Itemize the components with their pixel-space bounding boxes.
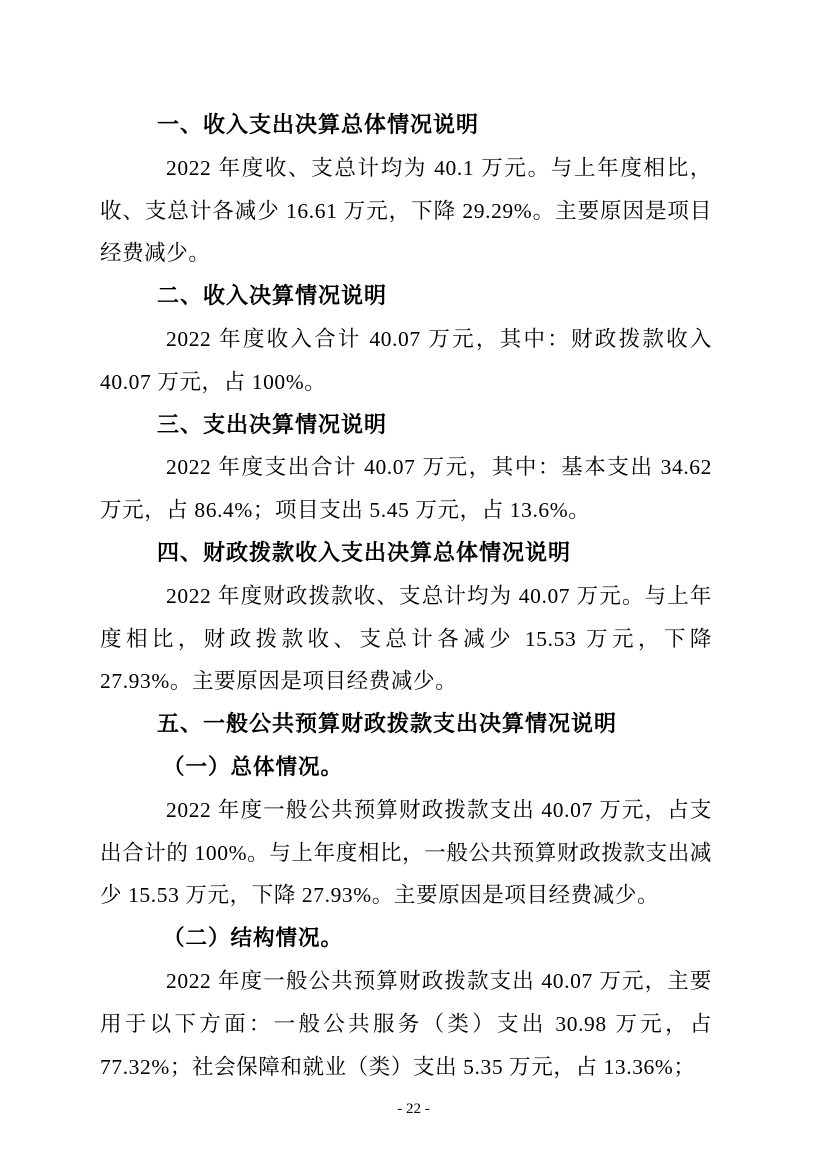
section-heading: 二、收入决算情况说明 (157, 283, 388, 309)
section-heading: 四、财政拨款收入支出决算总体情况说明 (157, 539, 572, 565)
page-number: - 22 - (397, 1101, 430, 1117)
sub-heading: （二）结构情况。 (163, 926, 344, 951)
section-heading: 一、收入支出决算总体情况说明 (157, 112, 480, 137)
sub-heading: （一）总体情况。 (163, 754, 344, 779)
paragraph: 2022 年度财政拨款收、支总计均为 40.07 万元。与上年度相比，财政拨款收、支总计各减少 15.53 万元，下降 27.93%。主要原因是项目经费减少。 (100, 583, 712, 694)
section-heading: 五、一般公共预算财政拨款支出决算情况说明 (157, 711, 618, 737)
paragraph: 2022 年度收入合计 40.07 万元，其中：财政拨款收入 40.07 万元，占 100%。 (100, 326, 712, 394)
document-body (100, 104, 712, 1088)
paragraph: 2022 年度收、支总计均为 40.1 万元。与上年度相比，收、支总计各减少 16.61 万元，下降 29.29%。主要原因是项目经费减少。 (100, 155, 712, 266)
paragraph: 2022 年度一般公共预算财政拨款支出 40.07 万元，主要用于以下方面：一般公共服务（类）支出 30.98 万元，占 77.32%；社会保障和就业（类）支出 5.35 万元，占 13.36%； (100, 968, 712, 1079)
paragraph: 2022 年度一般公共预算财政拨款支出 40.07 万元，占支出合计的 100%。与上年度相比，一般公共预算财政拨款支出减少 15.53 万元，下降 27.93%。主要原因是项目经费减少。 (100, 797, 712, 908)
section-heading: 三、支出决算情况说明 (157, 411, 388, 437)
paragraph: 2022 年度支出合计 40.07 万元，其中：基本支出 34.62 万元，占 86.4%；项目支出 5.45 万元，占 13.6%。 (100, 455, 712, 523)
